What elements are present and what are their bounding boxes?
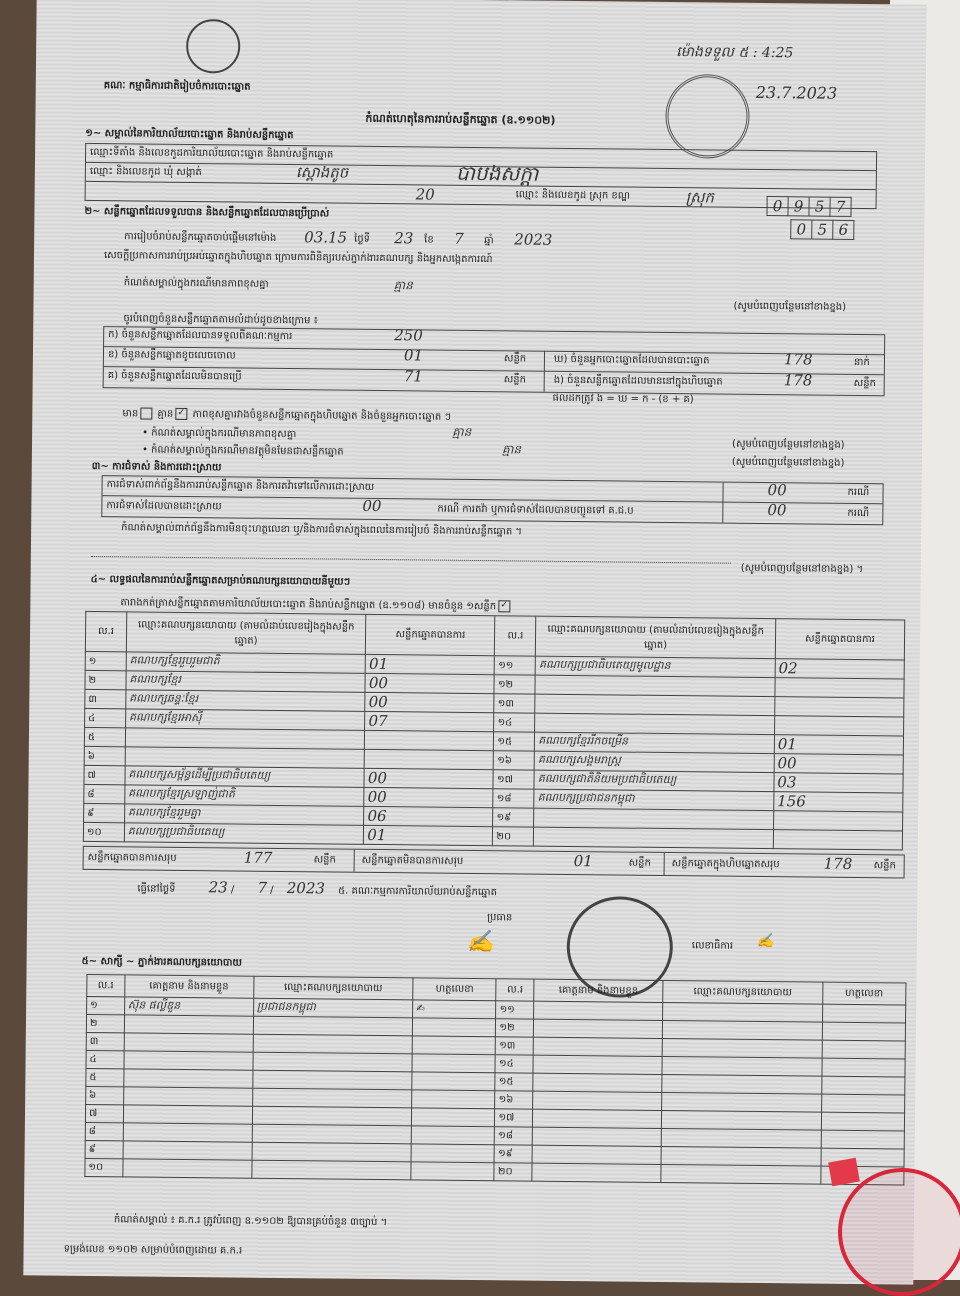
row-no: ៧: [84, 765, 125, 784]
form-title: កំណត់ហេតុនៃការរាប់សន្លឹកឆ្នោត (ឧ.១១០២): [365, 111, 556, 127]
section1-heading: ១~ សម្គាល់នៃការិយាល័យបោះឆ្នោត និងរាប់សន្លឹកឆ្នោត: [85, 127, 294, 142]
committee-label: ៥. គណៈកម្មការការិយាល័យរាប់សន្លឹកឆ្នោត: [338, 885, 498, 899]
party-name: [125, 747, 365, 769]
row-no: ៦: [86, 1086, 124, 1104]
party-name: គណបក្សខ្មែររួបរួមជាតិ: [126, 652, 366, 674]
row-no: ៧: [85, 1104, 123, 1122]
vote-count: 07: [365, 711, 494, 731]
party-name: គណបក្សប្រជាធិបតេយ្យមូលដ្ឋាន: [535, 656, 775, 678]
month-label: ខែ: [424, 234, 434, 246]
row-e-value: 178: [783, 371, 813, 390]
row-no: ១៩: [493, 808, 534, 827]
vote-count: 00: [364, 787, 493, 807]
vote-count: [775, 678, 904, 698]
discrepancy-line: [122, 407, 451, 423]
row-c-unit: សន្លឹក: [503, 374, 527, 386]
col-votes: សន្លឹកឆ្នោតបានការ: [775, 619, 905, 660]
row-no: ២: [85, 670, 126, 689]
section1-row2-label: ឈ្មោះ និងលេខកូដ ឃុំ សង្កាត់: [89, 165, 202, 179]
row-no: ២០: [494, 1163, 532, 1181]
date-year: 2023: [286, 879, 326, 898]
row-no: ១: [85, 651, 126, 670]
vote-count: [365, 730, 494, 750]
col-party: ឈ្មោះគណបក្សនយោបាយ: [253, 976, 413, 1000]
row-no: ៦: [84, 746, 125, 765]
col-no: ល.រ: [496, 979, 534, 1001]
section5-heading: ៥~ សាក្សី ~ ភ្នាក់ងារគណបក្សនយោបាយ: [81, 955, 243, 969]
witness-party: ប្រជាជនកម្ពុជា: [253, 998, 413, 1018]
vote-count: [364, 749, 493, 769]
witness-table: [84, 974, 906, 1186]
party-name: គណបក្សខ្មែររីកចម្រើន: [535, 732, 775, 754]
total-box-unit: សន្លឹក: [873, 860, 896, 872]
footer-form: ទម្រង់លេខ ១១០២ សម្រាប់បំពេញដោយ គ.ក.រ: [63, 1243, 243, 1257]
row-d-value: 178: [783, 350, 813, 369]
total-invalid-unit: សន្លឹក: [628, 857, 651, 869]
col-name: គោត្តនាម និងនាមខ្លួន: [124, 975, 253, 998]
vote-count: [774, 716, 903, 736]
emblem-logo: [186, 19, 241, 74]
party-name: គណបក្សជាតិនិយមប្រជាធិបតេយ្យ: [534, 770, 774, 792]
party-name: គណបក្សសម្ព័ន្ធដើម្បីប្រជាធិបតេយ្យ: [125, 766, 365, 788]
total-valid-unit: សន្លឹក: [313, 854, 336, 866]
start-time: 03.15: [304, 228, 348, 247]
col-party: ឈ្មោះគណបក្សនយោបាយ (តាមលំដាប់លេខរៀងក្នុងសន្លឹកឆ្នោត): [536, 616, 776, 659]
bullet2: • កំណត់សម្គាល់ក្នុងករណីមានវត្ថុមិនមែនជាសន្លឹកឆ្នោត: [141, 444, 344, 458]
vote-count: 00: [364, 768, 493, 788]
row-no: ១២: [496, 1019, 534, 1037]
day-value: 23: [394, 229, 414, 248]
party-name: [535, 675, 775, 697]
total-box: 178: [823, 854, 853, 873]
row-no: ១៨: [493, 789, 534, 808]
chair-label: ប្រធាន: [487, 912, 513, 924]
row-no: ៥: [86, 1068, 124, 1086]
red-mark: [828, 1158, 860, 1186]
row-no: ១៧: [493, 770, 534, 789]
year-value: 2023: [514, 230, 553, 249]
year-label: ឆ្នាំ: [484, 235, 494, 247]
section1-row1-label: ឈ្មោះទីតាំង និងលេខកូដការិយាល័យបោះឆ្នោត និងរាប់សន្លឹកឆ្នោត: [90, 146, 334, 161]
objection-note-line: [91, 556, 731, 564]
row-c-value: 71: [403, 367, 423, 386]
row-no: ១១: [496, 1001, 534, 1019]
receipt-stamp: [665, 74, 750, 159]
code1-digit: 9: [788, 197, 809, 216]
party-name: [125, 728, 365, 750]
vote-count: [773, 830, 902, 850]
row-no: ២០: [493, 827, 534, 846]
objection-row2b-value: 00: [767, 501, 787, 520]
vote-count: 01: [365, 654, 494, 674]
section1-row3-label: ឈ្មោះ និងលេខកូដ ស្រុក ខណ្ឌ: [515, 189, 631, 202]
row-no: ១៨: [495, 1127, 533, 1145]
row-e-unit: សន្លឹក: [853, 377, 876, 390]
discrepancy-text: ភាពខុសគ្នារវាងចំនួនសន្លឹកឆ្នោតក្នុងហិបឆ្នោត និងចំនួនអ្នកបោះឆ្នោត ៗ: [192, 409, 452, 423]
col-sign: ហត្ថលេខា: [413, 978, 497, 1001]
party-name: គណបក្សខ្មែរ: [126, 671, 366, 693]
row-no: ១៧: [495, 1109, 533, 1127]
bullet2-value: គ្មាន: [501, 442, 522, 457]
row-no: ២: [86, 1014, 124, 1032]
objection-row1-value: 00: [767, 481, 787, 500]
code-boxes-1: [766, 196, 851, 217]
chair-signature: ✍: [466, 929, 495, 956]
vote-count: 00: [365, 692, 494, 712]
vote-count: 00: [365, 673, 494, 693]
fill-hint: (សូមបំពេញបន្ថែមនៅខាងខ្នង): [733, 300, 847, 313]
row-b-label: ខ) ចំនួនសន្លឹកឆ្នោតខូចលេចចោល: [107, 349, 236, 362]
date-month: 7: [257, 878, 268, 897]
bullet1: • កំណត់សម្គាល់ក្នុងករណីមានភាពខុសគ្នា: [142, 427, 297, 441]
row-a-value: 250: [394, 326, 423, 345]
witness-signature: ✍: [413, 1000, 496, 1019]
vote-count: [773, 811, 902, 831]
red-seal: [838, 1168, 960, 1296]
org-name: គណៈ កម្មាធិការជាតិរៀបចំការបោះឆ្នោត: [103, 80, 251, 93]
yes-label: មាន: [122, 408, 139, 420]
row-no: ១: [87, 996, 125, 1014]
party-name: គណបក្សឆន្ទៈខ្មែរ: [126, 690, 366, 712]
secretary-label: លេខាធិការ: [691, 940, 734, 952]
sheet-checkbox[interactable]: ✓: [498, 600, 510, 612]
code-boxes-2: [790, 219, 854, 240]
row-b-unit: សន្លឹក: [503, 353, 527, 365]
objection-row2-value: 00: [362, 496, 382, 516]
col-votes: សន្លឹកឆ្នោតបានការ: [366, 614, 496, 655]
row-no: ១៤: [494, 713, 535, 732]
commune-value: ស្តោងតូច: [295, 163, 349, 182]
party-name: គណបក្សប្រជាធិបតេយ្យ: [124, 823, 364, 845]
party-name: គណបក្សខ្មែរស្រឡាញ់ជាតិ: [125, 785, 365, 807]
row-no: ១៥: [494, 732, 535, 751]
row-no: ៨: [85, 1122, 123, 1140]
row-no: ៤: [85, 708, 126, 727]
formula: ផលដកត្រូវ ង = ឃ = ក - (ខ + គ): [552, 392, 694, 406]
secretary-signature: ✍: [756, 932, 775, 950]
row-no: ១៦: [495, 1091, 533, 1109]
row-no: ៣: [85, 689, 126, 708]
section2-line2: សេចក្តីប្រកាសការរាប់ប្រអប់ឆ្នោតក្នុងហិបឆ្នោត ក្រោមការពិនិត្យរបស់ភ្នាក់ងារគណបក្ស និងអ្នកសង្កេតការណ៍: [103, 250, 493, 266]
month-value: 7: [454, 229, 464, 248]
bullet1-hint: (សូមបំពេញបន្ថែមនៅខាងខ្នង): [732, 438, 845, 451]
party-name: គណបក្សប្រជាជនកម្ពុជា: [534, 789, 774, 811]
district-value: ស្រុក: [685, 188, 715, 207]
code2-digit: 0: [791, 220, 812, 239]
party-name: [535, 694, 775, 716]
stamp-date: 23.7.2023: [755, 82, 838, 103]
row-no: ៥: [84, 727, 125, 746]
total-invalid-label: សន្លឹកឆ្នោតមិនបានការសរុប: [361, 854, 464, 867]
no-checkbox[interactable]: ✓: [175, 408, 187, 420]
party-name: គណបក្សសង្គមរាស្ត្រ: [534, 751, 774, 773]
row-e-label: ង) ចំនួនសន្លឹកឆ្នោតដែលមាននៅក្នុងហិបឆ្នោត: [553, 374, 723, 388]
vote-count: 02: [775, 659, 904, 679]
vote-count: 01: [774, 735, 903, 755]
no-label: គ្មាន: [157, 408, 174, 420]
row-no: ១០: [85, 1158, 123, 1176]
vote-count: 01: [364, 825, 493, 845]
vote-count: 06: [364, 806, 493, 826]
day-label: ថ្ងៃទី: [354, 233, 371, 245]
row-no: ១៩: [495, 1145, 533, 1163]
results-table: [83, 611, 905, 851]
row-no: ១១: [495, 656, 536, 675]
code2-digit: 6: [833, 220, 854, 239]
vote-count: 156: [774, 792, 903, 812]
footer-note: កំណត់សម្គាល់ ៖ គ.ក.រ ត្រូវបំពេញ ឧ.១១០២ ឱ្យបានគ្រប់ចំនួន ៣ច្បាប់ ។: [113, 1214, 388, 1229]
row-a-label: ក) ចំនួនសន្លឹកឆ្នោតដែលបានទទួលពីគណៈកម្មការ: [108, 329, 293, 343]
objection-row2-label: ការជំទាស់ដែលបានដោះស្រាយ: [106, 500, 222, 513]
code1-digit: 7: [830, 197, 851, 216]
objection-note: កំណត់សម្គាល់ពាក់ព័ន្ធនឹងការមិនចុះហត្ថលេខា ឬ/និងការជំទាស់ក្នុងពេលនៃការរៀបចំ និងការរាប់សន្លឹកឆ្នោត ។: [121, 522, 523, 538]
commune-number: 20: [415, 185, 435, 204]
row-d-unit: នាក់: [853, 356, 870, 369]
col-no: ល.រ: [87, 974, 125, 996]
col-no: ល.រ: [85, 611, 126, 651]
section2-heading: ២~ សន្លឹកឆ្នោតដែលទទួលបាន និងសន្លឹកឆ្នោតដែលបានប្រើប្រាស់: [84, 205, 330, 220]
stamp-note: ម៉ោងទទួល ៥ : 4:25: [676, 44, 794, 62]
party-name: គណបក្សខ្មែរអាស៊ី: [125, 709, 365, 731]
total-box-label: សន្លឹកឆ្នោតក្នុងហិបឆ្នោតសរុប: [671, 858, 780, 871]
start-time-label: ការរៀបចំរាប់សន្លឹកឆ្នោតចាប់ផ្តើមនៅម៉ោង: [124, 231, 277, 244]
objection-row1-unit: ករណី: [847, 486, 870, 499]
col-no: ល.រ: [495, 616, 536, 656]
ballot-count-table: [103, 326, 886, 396]
bullet1-value: គ្មាន: [452, 424, 472, 439]
yes-checkbox[interactable]: [140, 407, 152, 419]
objection-fill-hint: (សូមបំពេញបន្ថែមនៅខាងខ្នង) ។: [740, 562, 864, 576]
party-name: [534, 827, 774, 849]
total-valid: 177: [243, 848, 273, 867]
note-label: កំណត់សម្គាល់ក្នុងករណីមានភាពខុសគ្នា: [123, 277, 269, 290]
objection-row2-unit: ករណី: [847, 507, 870, 520]
row-d-label: ឃ) ចំនួនអ្នកបោះឆ្នោតដែលបានបោះឆ្នោត: [553, 353, 710, 367]
witness-name: ស៊ុន ផល្លីឌួន: [124, 997, 253, 1016]
row-no: ១៤: [495, 1055, 533, 1073]
objection-row2b-label: ករណី ការតវ៉ា ឬការជំទាស់ដែលបានបញ្ជូនទៅ គ.ជ.ប: [437, 503, 634, 517]
row-c-label: គ) ចំនួនសន្លឹកឆ្នោតដែលមិនបានប្រើ: [107, 370, 242, 383]
section4-intro: តារាងកត់ត្រាសន្លឹកឆ្នោតតាមការិយាល័យបោះឆ្នោត និងរាប់សន្លឹកឆ្នោត (ឧ.១១០៨) មានចំនួន ១សន្លឹក ✓: [120, 596, 512, 613]
totals-row: [83, 846, 905, 879]
row-no: ១២: [494, 675, 535, 694]
row-b-value: 01: [403, 346, 424, 365]
objection-table: [101, 475, 883, 525]
party-name: [534, 808, 774, 830]
code2-digit: 5: [812, 220, 833, 239]
row-no: ៩: [85, 1140, 123, 1158]
total-valid-label: សន្លឹកឆ្នោតបានការសរុប: [87, 851, 177, 864]
col-sign: ហត្ថលេខា: [822, 982, 906, 1005]
section2-line3: ចូរបំពេញចំនួនសន្លឹកឆ្នោតតាមលំដាប់ដូចខាងក្រោម ៖: [123, 313, 319, 327]
row-no: ១៦: [494, 751, 535, 770]
section1-table: [85, 143, 878, 209]
vote-count: 00: [774, 754, 903, 774]
vote-count: 03: [774, 773, 903, 793]
party-name: គណបក្សខ្មែររួមគ្នា: [124, 804, 364, 826]
row-no: ៤: [86, 1050, 124, 1068]
col-party: ឈ្មោះគណបក្សនយោបាយ (តាមលំដាប់លេខរៀងក្នុងសន្លឹកឆ្នោត): [126, 612, 366, 655]
village-value: បាបងសក្តា: [455, 160, 539, 186]
col-party: ឈ្មោះគណបក្សនយោបាយ: [663, 980, 823, 1004]
section3-heading: ៣~ ការជំទាស់ និងការដោះស្រាយ: [91, 460, 222, 474]
section4-heading: ៤~ លទ្ធផលនៃការរាប់សន្លឹកឆ្នោតសម្រាប់គណបក្សនយោបាយនីមួយៗ: [90, 573, 351, 588]
col-name: គោត្តនាម និងនាមខ្លួន: [534, 979, 663, 1002]
row-no: ១៣: [496, 1037, 534, 1055]
document-page: [23, 0, 926, 1285]
objection-row1-label: ការជំទាស់ពាក់ព័ន្ធនឹងការរាប់សន្លឹកឆ្នោត និងការតវ៉ាទៅលើការដោះស្រាយ: [106, 479, 375, 493]
vote-count: [775, 697, 904, 717]
row-no: ១៥: [495, 1073, 533, 1091]
row-no: ១០: [83, 822, 124, 841]
row-no: ៩: [84, 803, 125, 822]
party-name: [535, 713, 775, 735]
code1-digit: 0: [767, 197, 788, 216]
row-no: ៣: [86, 1032, 124, 1050]
row-no: ៨: [84, 784, 125, 803]
date-day: 23: [208, 878, 228, 897]
code1-digit: 5: [809, 197, 830, 216]
row-no: ១៣: [494, 694, 535, 713]
date-line: ធ្វើនៅថ្ងៃទី 23 / 7 / 2023 ៥. គណៈកម្មការការិយាល័យរាប់សន្លឹកឆ្នោត: [137, 878, 498, 899]
bullet2-hint: (សូមបំពេញបន្ថែមនៅខាងខ្នង): [731, 456, 845, 469]
total-invalid: 01: [573, 852, 593, 871]
note-value: គ្មាន: [393, 278, 413, 293]
